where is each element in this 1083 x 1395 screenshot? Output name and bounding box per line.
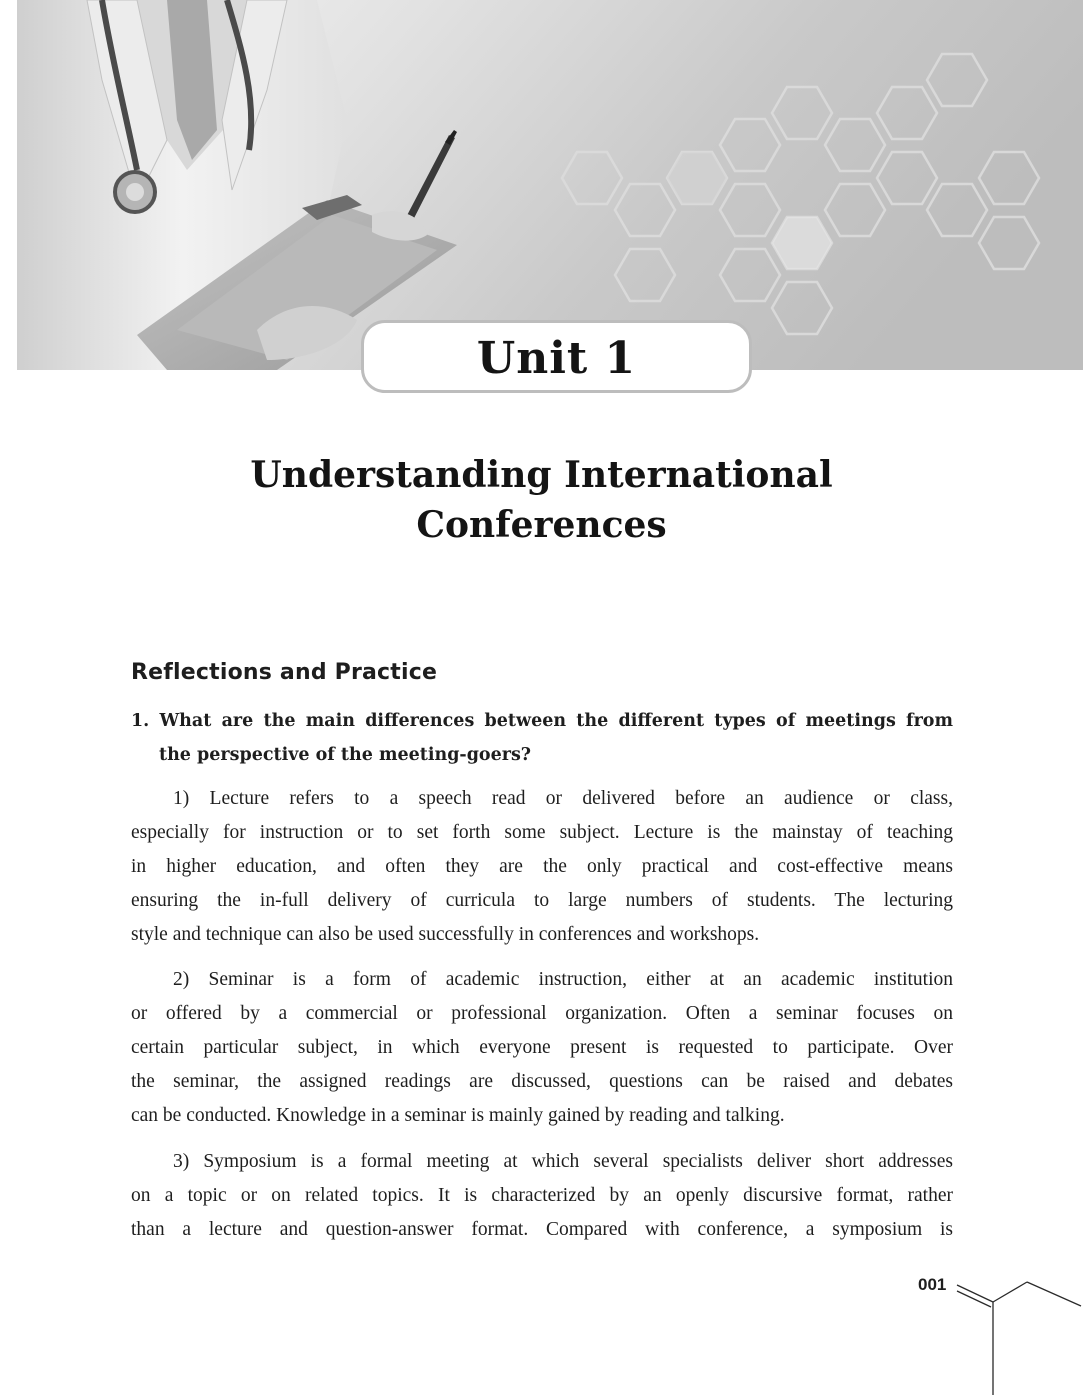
paragraph-line: especially for instruction or to set forth some subject. Lecture is the mainstay of teaching [131, 822, 953, 843]
paragraph-line: on a topic or on related topics. It is characterized by an openly discursive format, rather [131, 1185, 953, 1206]
paragraph-line: can be conducted. Knowledge in a seminar is mainly gained by reading and talking. [131, 1105, 785, 1126]
question-1 [131, 704, 953, 772]
paragraph-line: 2) Seminar is a form of academic instruction, either at an academic institution [173, 969, 953, 990]
unit-tab [361, 320, 752, 393]
paragraph-line: the seminar, the assigned readings are discussed, questions can be raised and debates [131, 1071, 953, 1092]
paragraph-line: 3) Symposium is a formal meeting at which several specialists deliver short addresses [173, 1151, 953, 1172]
paragraph-line: or offered by a commercial or professional organization. Often a seminar focuses on [131, 1003, 953, 1024]
answer-paragraph-seminar [131, 963, 953, 1133]
chapter-title-line-1: Understanding International [250, 454, 833, 496]
section-heading: Reflections and Practice [131, 660, 438, 685]
doctor-illustration [17, 0, 1083, 370]
page-number: 001 [918, 1275, 947, 1294]
paragraph-line: 1) Lecture refers to a speech read or delivered before an audience or class, [173, 788, 953, 809]
chapter-title [0, 450, 1083, 550]
paragraph-line: certain particular subject, in which everyone present is requested to participate. Over [131, 1037, 953, 1058]
molecule-line-icon [955, 1280, 1083, 1395]
question-line-1: 1. What are the main differences between the different types of meetings from [131, 711, 953, 731]
answer-paragraph-lecture [131, 782, 953, 952]
chapter-title-line-2: Conferences [416, 504, 667, 546]
paragraph-line: than a lecture and question-answer format. Compared with conference, a symposium is [131, 1219, 953, 1240]
answer-paragraph-symposium [131, 1145, 953, 1247]
paragraph-line: ensuring the in-full delivery of curricula to large numbers of students. The lecturing [131, 890, 953, 911]
paragraph-line: style and technique can also be used successfully in conferences and workshops. [131, 924, 760, 945]
paragraph-line: in higher education, and often they are the only practical and cost-effective means [131, 856, 953, 877]
header-banner [17, 0, 1083, 370]
question-line-2: the perspective of the meeting-goers? [159, 745, 532, 765]
unit-label: Unit 1 [476, 333, 637, 384]
